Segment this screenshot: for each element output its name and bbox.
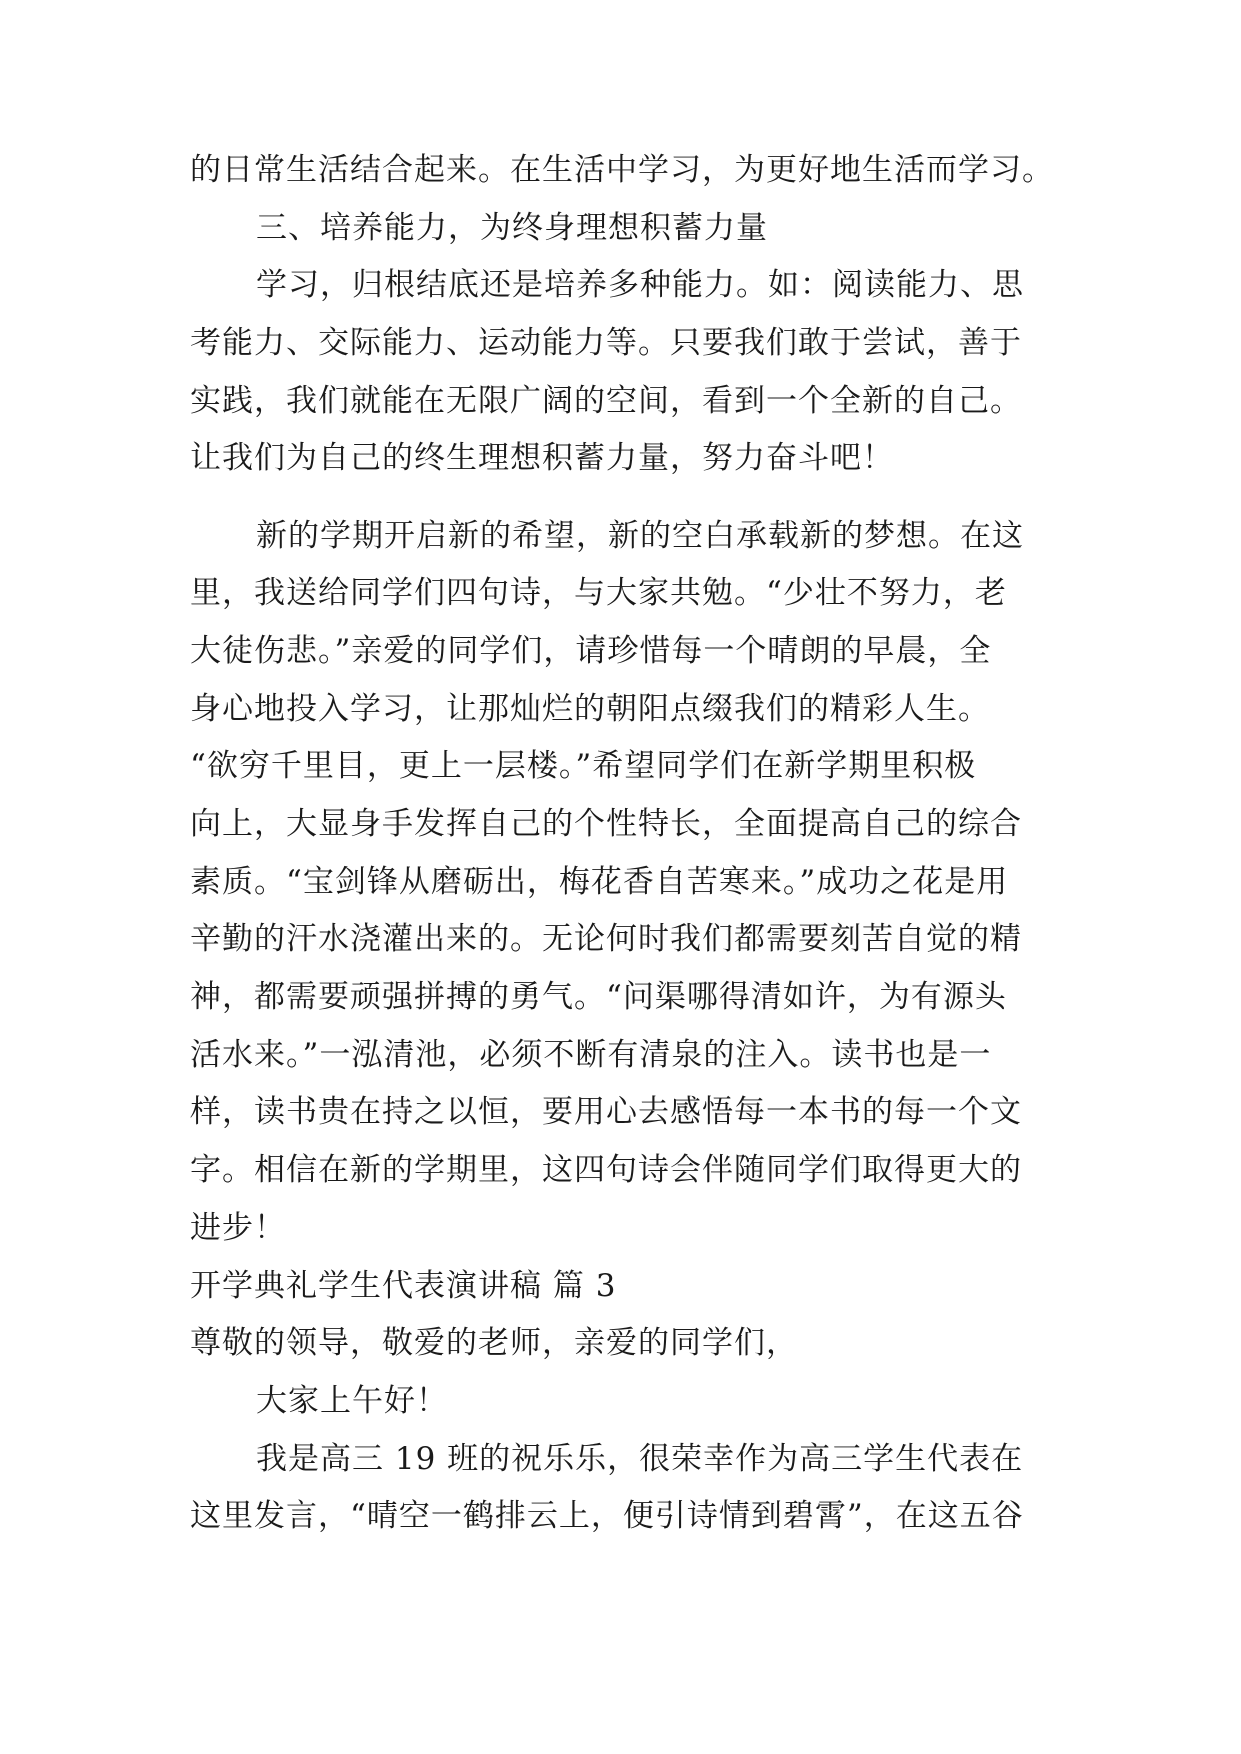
paragraph-line: 神，都需要顽强拼搏的勇气。“问渠哪得清如许，为有源头: [190, 979, 1007, 1015]
paragraph-line: 字。相信在新的学期里，这四句诗会伴随同学们取得更大的: [190, 1152, 1022, 1188]
greeting: 大家上午好！: [256, 1383, 448, 1419]
paragraph-line: 身心地投入学习，让那灿烂的朝阳点缀我们的精彩人生。: [190, 691, 990, 727]
paragraph-line: 实践，我们就能在无限广阔的空间，看到一个全新的自己。: [190, 383, 1022, 419]
paragraph-line: 学习，归根结底还是培养多种能力。如：阅读能力、思: [256, 267, 1024, 303]
paragraph-line: 辛勤的汗水浇灌出来的。无论何时我们都需要刻苦自觉的精: [190, 921, 1022, 957]
paragraph-line: 活水来。”一泓清池，必须不断有清泉的注入。读书也是一: [190, 1037, 992, 1073]
paragraph-line: 大徒伤悲。”亲爱的同学们，请珍惜每一个晴朗的早晨，全: [190, 633, 992, 669]
paragraph-line: 新的学期开启新的希望，新的空白承载新的梦想。在这: [256, 518, 1024, 554]
paragraph-line: 素质。“宝剑锋从磨砺出，梅花香自苦寒来。”成功之花是用: [190, 864, 1009, 900]
paragraph-line: 考能力、交际能力、运动能力等。只要我们敢于尝试，善于: [190, 325, 1022, 361]
paragraph-line: 让我们为自己的终生理想积蓄力量，努力奋斗吧！: [190, 440, 894, 476]
paragraph-line: “欲穷千里目，更上一层楼。”希望同学们在新学期里积极: [190, 748, 977, 784]
paragraph-line: 的日常生活结合起来。在生活中学习，为更好地生活而学习。: [190, 152, 1054, 188]
article-title: 开学典礼学生代表演讲稿 篇 3: [190, 1268, 617, 1304]
paragraph-line: 进步！: [190, 1210, 286, 1246]
paragraph-line: 这里发言，“晴空一鹤排云上，便引诗情到碧霄”，在这五谷: [190, 1498, 1024, 1534]
paragraph-line: 我是高三 19 班的祝乐乐，很荣幸作为高三学生代表在: [256, 1441, 1024, 1477]
paragraph-line: 里，我送给同学们四句诗，与大家共勉。“少壮不努力，老: [190, 575, 1007, 611]
paragraph-line: 样，读书贵在持之以恒，要用心去感悟每一本书的每一个文: [190, 1094, 1022, 1130]
section-heading: 三、培养能力，为终身理想积蓄力量: [256, 210, 768, 246]
salutation: 尊敬的领导，敬爱的老师，亲爱的同学们，: [190, 1325, 798, 1361]
paragraph-line: 向上，大显身手发挥自己的个性特长，全面提高自己的综合: [190, 806, 1022, 842]
